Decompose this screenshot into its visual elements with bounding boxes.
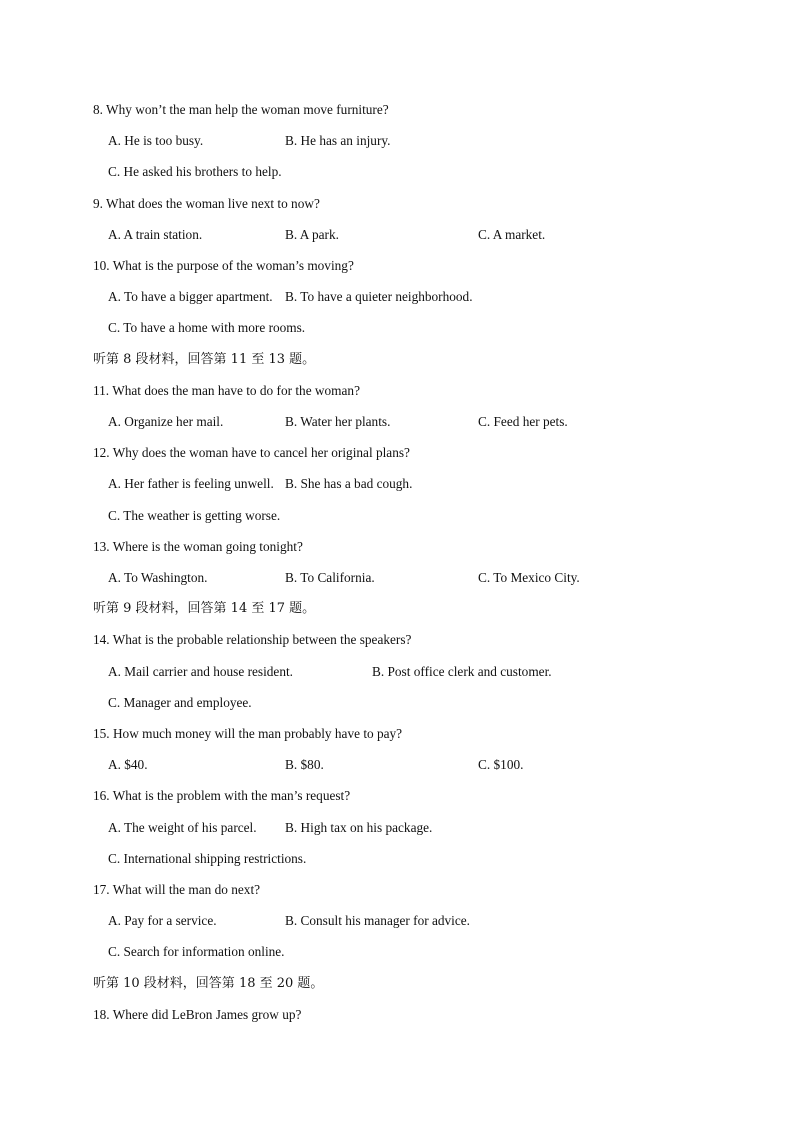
option-b: B. Post office clerk and customer. [372,664,552,679]
option-c: C. $100. [478,757,524,772]
option-b: B. To have a quieter neighborhood. [285,289,473,304]
option-b: B. High tax on his package. [285,820,433,835]
question-text: 10. What is the purpose of the woman’s moving? [93,258,354,273]
option-a: C. International shipping restrictions. [108,851,307,866]
question-text: 16. What is the problem with the man’s request? [93,788,351,803]
option-a: C. The weather is getting worse. [108,508,281,523]
option-a: C. He asked his brothers to help. [108,164,282,179]
option-c: C. Feed her pets. [478,414,568,429]
question-text: 12. Why does the woman have to cancel her original plans? [93,445,410,460]
option-b: B. Water her plants. [285,414,391,429]
question-text: 8. Why won’t the man help the woman move furniture? [93,102,389,117]
option-c: C. To Mexico City. [478,570,580,585]
option-a: A. The weight of his parcel. [108,820,257,835]
option-a: A. $40. [108,757,148,772]
question-text: 9. What does the woman live next to now? [93,196,320,211]
option-b: B. To California. [285,570,375,585]
option-b: B. He has an injury. [285,133,391,148]
section-instruction: 听第 8 段材料，回答第 11 至 13 题。 [93,352,316,367]
option-a: A. Pay for a service. [108,913,217,928]
option-a: A. Mail carrier and house resident. [108,664,293,679]
question-text: 18. Where did LeBron James grow up? [93,1007,302,1022]
option-a: A. A train station. [108,227,203,242]
option-a: A. Organize her mail. [108,414,224,429]
option-b: B. $80. [285,757,324,772]
option-b: B. She has a bad cough. [285,476,413,491]
option-b: B. Consult his manager for advice. [285,913,471,928]
option-a: C. Search for information online. [108,944,285,959]
question-text: 15. How much money will the man probably have to pay? [93,726,403,741]
option-a: C. To have a home with more rooms. [108,320,306,335]
question-text: 17. What will the man do next? [93,882,261,897]
section-instruction: 听第 10 段材料，回答第 18 至 20 题。 [93,976,324,991]
question-text: 14. What is the probable relationship between the speakers? [93,632,412,647]
section-instruction: 听第 9 段材料，回答第 14 至 17 题。 [93,601,316,616]
option-b: B. A park. [285,227,339,242]
question-text: 11. What does the man have to do for the woman? [93,383,360,398]
option-a: A. Her father is feeling unwell. [108,476,274,491]
option-a: C. Manager and employee. [108,695,252,710]
option-a: A. To have a bigger apartment. [108,289,273,304]
question-text: 13. Where is the woman going tonight? [93,539,303,554]
option-c: C. A market. [478,227,546,242]
option-a: A. To Washington. [108,570,208,585]
option-a: A. He is too busy. [108,133,204,148]
